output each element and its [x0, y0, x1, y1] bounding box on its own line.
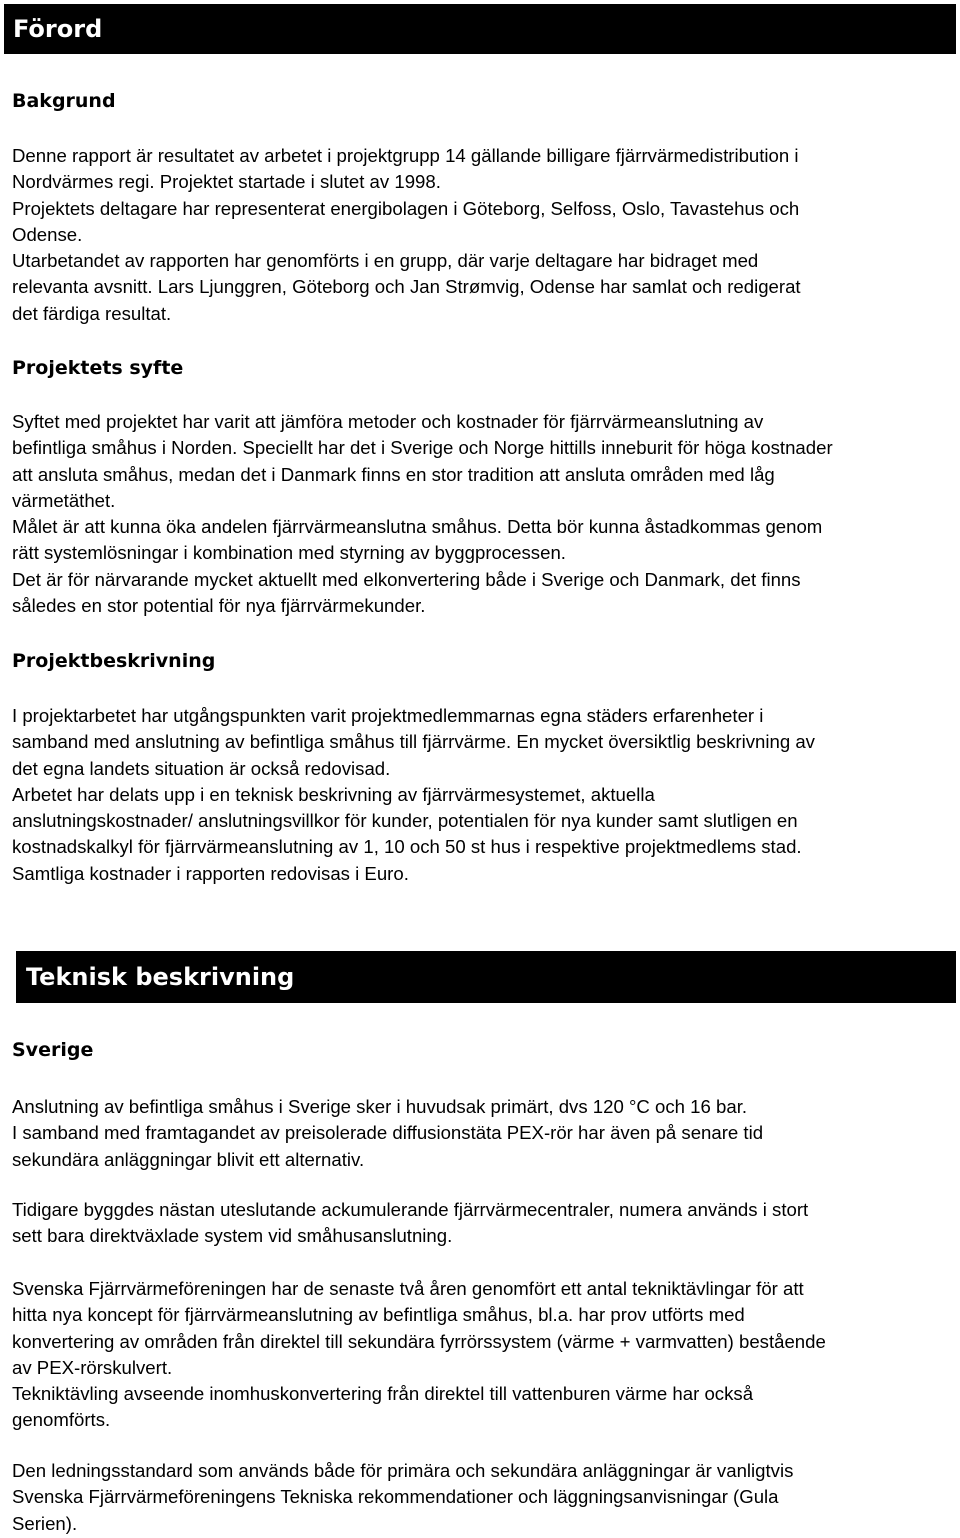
text-line: samband med anslutning av befintliga småhus till fjärrvärme. En mycket översiktlig beskrivning av — [12, 731, 815, 753]
text-line: det färdiga resultat. — [12, 302, 172, 324]
text-line: sekundära anläggningar blivit ett alternativ. — [12, 1148, 365, 1170]
text-line: Den ledningsstandard som används både för primära och sekundära anläggningar är vanligtvis — [12, 1460, 794, 1481]
text-line: således en stor potential för nya fjärrvärmekunder. — [12, 595, 426, 617]
paragraph-sverige-2 — [12, 1197, 952, 1250]
chapter-title-banner: Förord — [4, 4, 956, 54]
text-line: rätt systemlösningar i kombination med styrning av byggprocessen. — [12, 542, 566, 564]
text-line: Serien). — [12, 1512, 78, 1534]
text-line: Målet är att kunna öka andelen fjärrvärmeanslutna småhus. Detta bör kunna åstadkommas genom — [12, 516, 823, 538]
paragraph-sverige-3 — [12, 1276, 952, 1434]
text-line: Svenska Fjärrvärmeföreningens Tekniska rekommendationer och läggningsanvisningar (Gula — [12, 1486, 779, 1508]
text-line: det egna landets situation är också redovisad. — [12, 757, 391, 779]
section-heading-sverige: Sverige — [12, 1039, 94, 1061]
text-line: konvertering av områden från direktel till sekundära fyrrörssystem (värme + varmvatten) bestående — [12, 1330, 826, 1352]
text-line: av PEX-rörskulvert. — [12, 1356, 173, 1378]
section-heading-bakgrund: Bakgrund — [12, 90, 116, 112]
section-heading-projektbeskrivning: Projektbeskrivning — [12, 650, 216, 672]
text-line: kostnadskalkyl för fjärrvärmeanslutning av 1, 10 och 50 st hus i respektive projektmedlems stad. — [12, 836, 802, 858]
text-line: anslutningskostnader/ anslutningsvillkor för kunder, potentialen för nya kunder samt slutligen en — [12, 810, 798, 832]
text-line: Tidigare byggdes nästan uteslutande ackumulerande fjärrvärmecentraler, numera används i stort — [12, 1199, 809, 1220]
paragraph-sverige-1 — [12, 1094, 952, 1173]
text-line: Denne rapport är resultatet av arbetet i projektgrupp 14 gällande billigare fjärrvärmedistribution i — [12, 145, 799, 166]
chapter-title-banner: Teknisk beskrivning — [16, 951, 956, 1003]
paragraph-sverige-4 — [12, 1458, 952, 1537]
paragraph-projektbeskrivning — [12, 703, 952, 887]
text-line: relevanta avsnitt. Lars Ljunggren, Göteborg och Jan Strømvig, Odense har samlat och redigerat — [12, 276, 801, 298]
text-line: Anslutning av befintliga småhus i Sverige sker i huvudsak primärt, dvs 120 °C och 16 bar. — [12, 1096, 748, 1117]
text-line: Svenska Fjärrvärmeföreningen har de senaste två åren genomfört ett antal tekniktävlingar för att — [12, 1278, 804, 1299]
text-line: Arbetet har delats upp i en teknisk beskrivning av fjärrvärmesystemet, aktuella — [12, 783, 655, 805]
text-line: Samtliga kostnader i rapporten redovisas i Euro. — [12, 862, 409, 884]
text-line: sett bara direktväxlade system vid småhusanslutning. — [12, 1225, 453, 1247]
text-line: Nordvärmes regi. Projektet startade i slutet av 1998. — [12, 171, 441, 193]
text-line: Tekniktävling avseende inomhuskonvertering från direktel till vattenburen värme har också — [12, 1383, 754, 1405]
text-line: Utarbetandet av rapporten har genomförts i en grupp, där varje deltagare har bidraget med — [12, 250, 759, 272]
text-line: Odense. — [12, 223, 83, 245]
paragraph-projektets-syfte — [12, 409, 952, 619]
text-line: genomförts. — [12, 1409, 111, 1431]
text-line: Det är för närvarande mycket aktuellt med elkonvertering både i Sverige och Danmark, det finns — [12, 568, 801, 590]
text-line: I projektarbetet har utgångspunkten varit projektmedlemmarnas egna städers erfarenheter i — [12, 705, 764, 726]
text-line: att ansluta småhus, medan det i Danmark finns en stor tradition att ansluta områden med låg — [12, 463, 775, 485]
text-line: Syftet med projektet har varit att jämföra metoder och kostnader för fjärrvärmeanslutning av — [12, 411, 764, 432]
text-line: värmetäthet. — [12, 489, 116, 511]
section-heading-projektets-syfte: Projektets syfte — [12, 357, 184, 379]
paragraph-bakgrund — [12, 143, 952, 327]
text-line: hitta nya koncept för fjärrvärmeanslutning av befintliga småhus, bl.a. har prov utförts med — [12, 1304, 745, 1326]
text-line: I samband med framtagandet av preisolerade diffusionstäta PEX-rör har även på senare tid — [12, 1122, 764, 1144]
text-line: Projektets deltagare har representerat energibolagen i Göteborg, Selfoss, Oslo, Tavastehus och — [12, 197, 800, 219]
text-line: befintliga småhus i Norden. Speciellt har det i Sverige och Norge hittills inneburit för höga kostnader — [12, 437, 833, 459]
